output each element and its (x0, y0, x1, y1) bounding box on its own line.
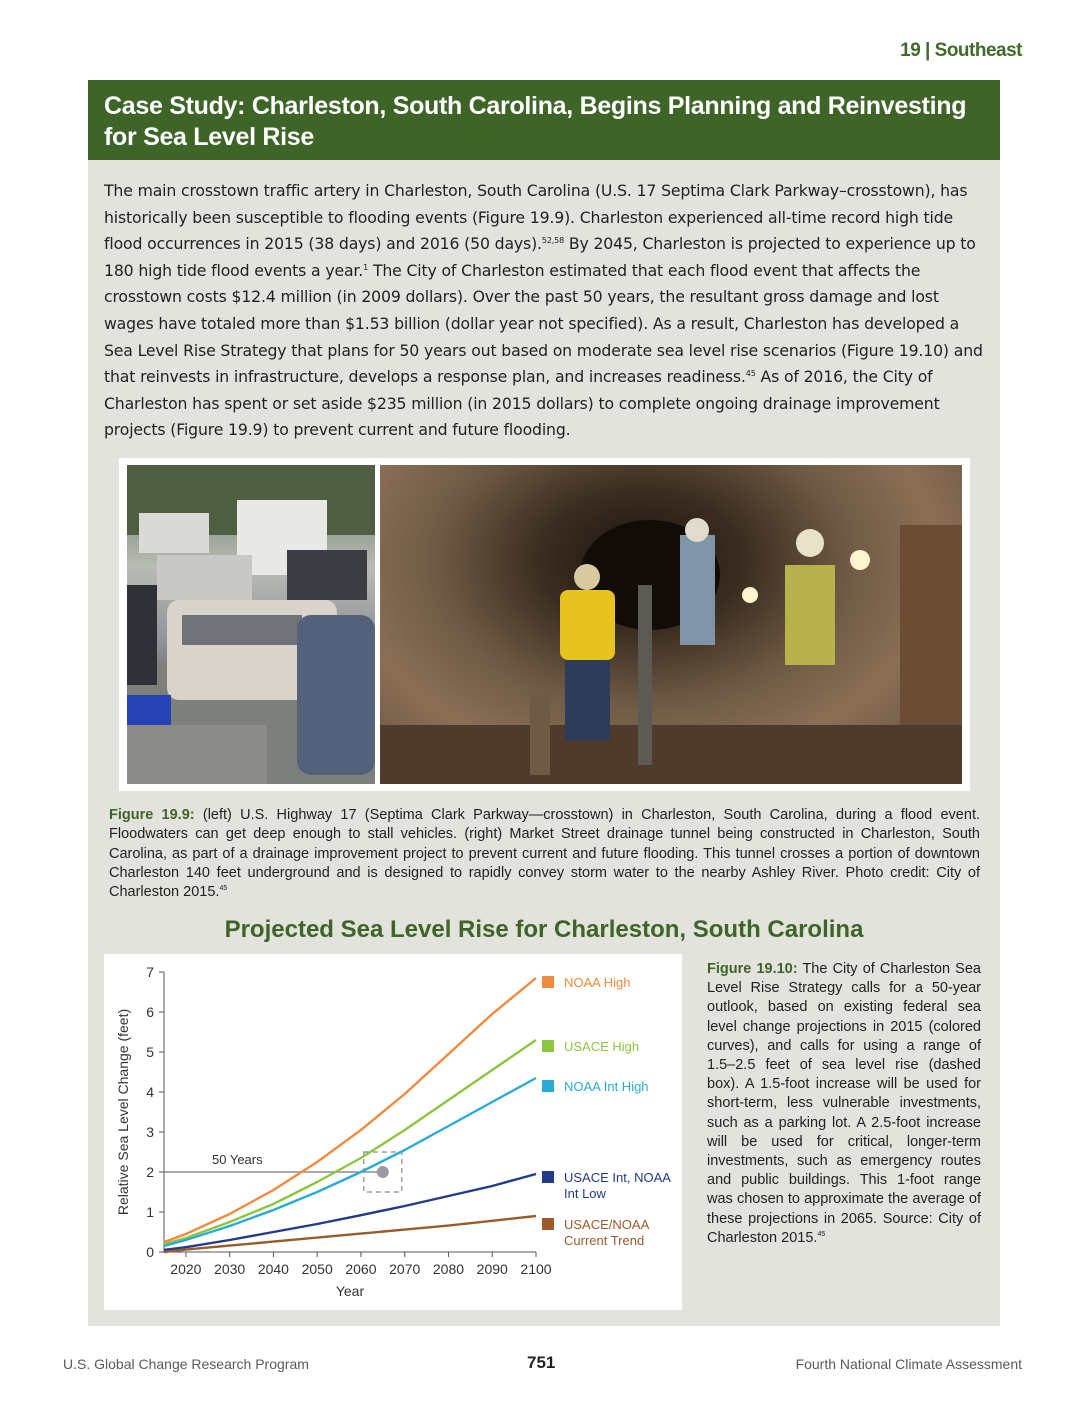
y-tick-label: 3 (146, 1124, 154, 1140)
x-tick-label: 2080 (432, 1261, 465, 1277)
legend-swatch (542, 1218, 554, 1230)
chart-title: Projected Sea Level Rise for Charleston, South Carolina (224, 916, 864, 943)
legend-swatch (542, 1171, 554, 1183)
x-tick-label: 2050 (301, 1261, 333, 1277)
paragraph-part-2: By 2045, Charleston is projected to experience up to 180 high tide flood events a year. (104, 234, 976, 280)
series-line (164, 1040, 536, 1244)
x-tick-label: 2020 (170, 1261, 202, 1277)
footer-publisher: U.S. Global Change Research Program (63, 1356, 309, 1372)
legend-swatch (542, 1040, 554, 1052)
paragraph-part-4: As of 2016, the City of Charleston has spent or set aside $235 million (in 2015 dollars) to complete ongoing drainage improvement projects (Figure 19.9) to prevent current and future flooding. (104, 367, 940, 440)
legend-swatch (542, 976, 554, 988)
y-tick-label: 4 (146, 1084, 154, 1100)
y-axis-label: Relative Sea Level Change (feet) (115, 1008, 131, 1216)
y-tick-label: 1 (146, 1204, 154, 1220)
series-line (164, 978, 536, 1242)
footer-report-name: Fourth National Climate Assessment (795, 1356, 1022, 1372)
x-tick-label: 2040 (257, 1261, 289, 1277)
reference-superscript: 1 (363, 262, 369, 272)
x-tick-label: 2070 (389, 1261, 421, 1277)
y-tick-label: 7 (146, 964, 154, 980)
series-line (164, 1174, 536, 1250)
legend-label: USACE Int, NOAA (564, 1170, 671, 1185)
legend-label: USACE High (564, 1039, 640, 1054)
caption-text: (left) U.S. Highway 17 (Septima Clark Parkway—crosstown) in Charleston, South Carolina, during a flood event. Floodwaters can get deep enough to stall vehicles. (right) Market Street drainage tunnel being constructed in Charleston, South Carolina, as part of a drainage improvement project to prevent current and future flooding. This tunnel crosses a portion of downtown Charleston 140 feet underground and is designed to rapidly convey storm water to the nearby Ashley River. Photo credit: City of Charleston 2015. (109, 807, 980, 901)
y-tick-label: 5 (146, 1044, 154, 1060)
title-line-2: for Sea Level Rise (104, 123, 314, 151)
sea-level-chart (104, 954, 682, 1310)
y-tick-label: 0 (146, 1244, 154, 1260)
x-tick-label: 2090 (476, 1261, 508, 1277)
x-axis-label: Year (335, 1283, 365, 1299)
legend-label: NOAA Int High (564, 1079, 649, 1094)
reference-superscript: 52,58 (541, 235, 565, 245)
legend-label: Int Low (564, 1186, 606, 1201)
fifty-year-marker (377, 1166, 389, 1178)
page-number: 751 (527, 1353, 556, 1372)
figure-19-10-caption (707, 960, 981, 1248)
legend-label: Current Trend (564, 1233, 645, 1248)
title-line-1: Case Study: Charleston, South Carolina, Begins Planning and Reinvesting (104, 92, 967, 120)
figure-19-9-caption (109, 806, 980, 902)
legend-label: NOAA High (564, 975, 631, 990)
series-line (164, 1216, 536, 1252)
fifty-years-label: 50 Years (212, 1152, 263, 1167)
paragraph-part-1: The main crosstown traffic artery in Charleston, South Carolina (U.S. 17 Septima Clark Parkway–crosstown), has historically been susceptible to flooding events (Figure 19.9). Charleston experienced all-time record high tide flood occurrences in 2015 (38 days) and 2016 (50 days). (104, 181, 968, 254)
chart-svg (104, 954, 682, 1310)
x-tick-label: 2060 (345, 1261, 377, 1277)
paragraph-part-3: The City of Charleston estimated that each flood event that affects the crosstown costs $12.4 million (in 2009 dollars). Over the past 50 years, the resultant gross damage and lost wages have totaled more than $1.53 billion (dollar year not specified). As a result, Charleston has developed a Sea Level Rise Strategy that plans for 50 years out based on moderate sea level rise scenarios (Figure 19.10) and that reinvests in infrastructure, develops a response plan, and increases readiness. (104, 260, 983, 387)
reference-superscript: 45 (817, 1231, 826, 1239)
y-tick-label: 6 (146, 1004, 154, 1020)
legend-swatch (542, 1080, 554, 1092)
chapter-header: 19 | Southeast (900, 40, 1022, 61)
figure-label: Figure 19.9: (109, 807, 195, 823)
y-tick-label: 2 (146, 1164, 154, 1180)
legend-label: USACE/NOAA (564, 1217, 650, 1232)
reference-superscript: 45 (745, 368, 756, 378)
case-study-paragraph (104, 178, 984, 444)
figure-label: Figure 19.10: (707, 961, 798, 977)
case-study-title (88, 80, 1000, 160)
x-tick-label: 2030 (214, 1261, 246, 1277)
case-study-box (88, 80, 1000, 1326)
flooded-highway-photo (127, 465, 375, 784)
caption-text: The City of Charleston Sea Level Rise Strategy calls for a 50-year outlook, based on existing federal sea level change projections in 2015 (colored curves), and calls for using a range of 1.5–2.5 feet of sea level rise (dashed box). A 1.5-foot increase will be used for short-term, less vulnerable investments, such as a parking lot. A 2.5-foot increase will be used for critical, longer-term investments, such as emergency routes and public buildings. This 1-foot range was chosen to approximate the average of these projections in 2065. Source: City of Charleston 2015. (707, 961, 981, 1246)
drainage-tunnel-photo (380, 465, 962, 784)
figure-19-9-photos (119, 458, 970, 791)
reference-superscript: 45 (219, 885, 228, 893)
x-tick-label: 2100 (520, 1261, 552, 1277)
